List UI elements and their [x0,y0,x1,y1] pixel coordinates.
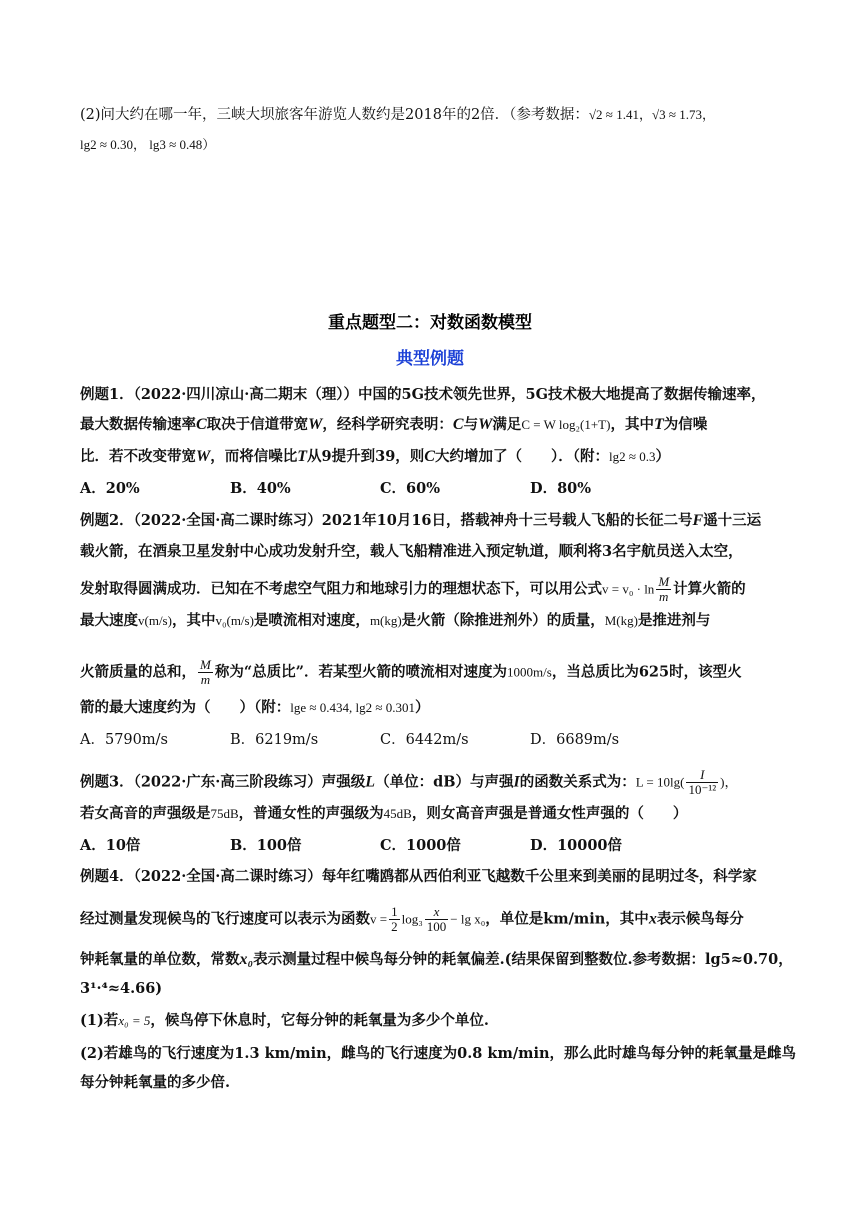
ex4-text-1: 每年红嘴鸥都从西伯利亚飞越数千公里来到美丽的昆明过冬，科学家 [321,868,757,885]
ex2-text-3a: 发射取得圆满成功．已知在不考虑空气阻力和地球引力的理想状态下，可以用公式 [80,580,602,598]
ex1-note: lg2 ≈ 0.3 [608,449,656,464]
ex3-line-2 [80,803,780,825]
ex1-text-2b: 取决于信道带宽 [206,416,309,433]
ex2-line-2 [80,541,780,563]
top-question-line-1 [80,104,780,126]
ex1-label: 例题1．（2022·四川凉山·高二期末（理）） [80,386,359,403]
ex2-text-1: 2021年10月16日，搭载神舟十三号载人飞船的长征二号 [321,512,693,529]
ex4-x-den: 100 [426,919,447,934]
ex1-text-3b: ，而将信噪比 [210,448,298,465]
ex3-formula-lhs: L = 10lg( [635,774,685,790]
ex3-text-2a: 若女高音的声强级是 [80,805,211,822]
ex2-line-5 [80,658,780,687]
ex2-frac-den: m [659,589,669,604]
ex2-text-4c: 是喷流相对速度， [253,612,370,629]
ex1-option-d: D．80% [530,480,592,497]
ex4-line-4 [80,978,780,1000]
ex3-var-l: L [365,773,376,791]
ex1-text-1: 中国的5G技术领先世界，5G技术极大地提高了数据传输速率， [358,386,766,403]
ex1-var-w: W [308,416,323,433]
ex2-line-4 [80,610,780,632]
ex2-option-d: D．6689m/s [530,732,620,748]
ex4-half-fraction [389,905,400,934]
ex3-text-1a: 声强级 [321,773,366,791]
ex2-text-6-end: ） [415,699,430,716]
ex2-v0-unit: v₀(m/s) [215,613,254,628]
ex2-line-6 [80,697,780,719]
ex1-var-t: T [653,416,664,433]
ex4-text-4: 3¹·⁴≈4.66) [80,980,163,997]
ex4-formula-lg: − lg x₀ [450,911,486,927]
ex1-var-c-3: C [424,448,435,465]
ex4-var-x: x [648,910,657,928]
ex1-var-t-2: T [297,448,308,465]
ex2-speed: 1000m/s [507,664,552,680]
ex1-text-2c: ，经科学研究表明： [322,416,453,433]
ex4-x-num: x [425,905,449,920]
ex1-var-c: C [196,416,207,433]
ex2-var-f: F [692,512,704,529]
ex4-line-2 [80,905,780,934]
ex2-label: 例题2．（2022·全国·高二课时练习） [80,512,322,529]
ex1-text-2d: 与 [463,416,479,433]
top-question-math-2: lg2 ≈ 0.30， lg3 ≈ 0.48） [80,137,216,152]
ex2-line-3 [80,575,780,604]
ex3-text-2b: ，普通女性的声强级为 [238,805,384,822]
ex3-option-a: A．10倍 [80,837,141,854]
ex2-option-c: C．6442m/s [380,732,469,748]
ex2-text-5a: 火箭质量的总和， [80,663,196,681]
ex2-m-unit: m(kg) [369,613,402,628]
ex2-text-4b: ，其中 [171,612,216,629]
ex3-option-b: B．100倍 [230,837,302,854]
ex2-ratio-fraction [198,658,213,687]
ex2-text-4e: 是推进剂与 [637,612,711,629]
ex2-text-5c: ，当总质比为625时，该型火 [551,663,742,681]
ex2-formula-fraction [656,575,671,604]
ex2-text-5b: 称为“总质比”．若某型火箭的喷流相对速度为 [214,663,508,681]
ex1-line-2 [80,414,780,436]
ex4-label: 例题4．（2022·全国·高二课时练习） [80,868,322,885]
ex4-line-3 [80,949,793,971]
ex3-formula-rhs: )， [720,774,738,790]
top-question-text: (2)问大约在哪一年，三峡大坝旅客年游览人数约是2018年的2倍．（参考数据： [80,107,589,123]
ex2-big-m-unit: M(kg) [604,613,638,628]
ex3-formula-fraction [686,768,718,797]
ex2-note: lge ≈ 0.434, lg2 ≈ 0.301 [290,700,416,715]
ex4-text-2c: 表示候鸟每分 [656,910,744,928]
ex1-text-2e: 满足 [492,416,522,433]
ex4-text-2b: ，单位是km/min，其中 [485,910,649,928]
ex1-var-c-2: C [452,416,464,433]
ex2-option-b: B．6219m/s [230,732,319,748]
top-question-line-2 [80,134,780,156]
ex4-text-3b: 表示测量过程中候鸟每分钟的耗氧偏差.(结果保留到整数位.参考数据：lg5≈0.70， [253,951,793,968]
ex4-q1-a: (1)若 [80,1012,119,1029]
ex3-var-i: I [513,773,520,791]
ex1-formula: C = W log₂(1+T) [521,417,611,432]
ex1-text-3d: 大约增加了（ ）．（附： [434,448,609,465]
ex1-note-end: ） [655,448,670,465]
ex1-text-2g: 为信噪 [663,416,708,433]
ex4-formula-log: log₃ [401,911,423,927]
ex4-text-2a: 经过测量发现候鸟的飞行速度可以表示为函数 [80,910,370,928]
ex4-question-1 [80,1010,780,1032]
ex2-line-1 [80,510,780,532]
ex4-formula-v: v = [370,911,388,927]
ex3-db-2: 45dB [383,806,412,821]
ex4-question-2-line-2 [80,1072,780,1094]
ex3-line-1 [80,768,780,797]
ex4-question-2-line-1 [80,1043,797,1065]
section-title: 重点题型二：对数函数模型 [328,313,532,333]
ex4-x-fraction [425,905,449,934]
ex4-text-3a: 钟耗氧量的单位数，常数 [80,951,240,968]
ex2-text-4d: 是火箭（除推进剂外）的质量， [401,612,605,629]
ex3-text-2c: ，则女高音声强是普通女性声强的（ ） [411,805,688,822]
ex4-var-x0: x₀ [239,951,254,968]
ex4-half-num: 1 [391,904,398,919]
ex3-frac-num: I [686,768,718,783]
ex1-text-2f: ，其中 [610,416,654,433]
ex2-text-2: 载火箭，在酒泉卫星发射中心成功发射升空，载人飞船精准进入预定轨道，顺利将3名宇航员送入太空， [80,543,743,560]
ex1-var-w-3: W [196,448,211,465]
ex2-text-6a: 箭的最大速度约为（ ）（附： [80,699,291,716]
ex4-q1-b: ，候鸟停下休息时，它每分钟的耗氧量为多少个单位. [150,1012,489,1029]
ex3-option-d: D．10000倍 [530,837,623,854]
ex4-q2-text-1: (2)若雄鸟的飞行速度为1.3 km/min，雌鸟的飞行速度为0.8 km/min，那么此时雄鸟每分钟的耗氧量是雌鸟 [80,1045,797,1062]
ex2-option-a: A．5790m/s [80,732,168,748]
ex2-v-unit: v(m/s) [138,613,172,628]
ex2-text-4a: 最大速度 [80,612,138,629]
ex1-option-b: B．40% [230,480,291,497]
ex4-q2-text-2: 每分钟耗氧量的多少倍. [80,1074,231,1091]
ex3-db-1: 75dB [210,806,239,821]
ex1-line-3 [80,446,780,468]
ex1-text-2a: 最大数据传输速率 [80,416,196,433]
ex1-var-w-2: W [478,416,493,433]
ex4-half-den: 2 [391,919,398,934]
ex3-text-1b: （单位：dB）与声强 [375,773,514,791]
ex2-text-3b: 计算火箭的 [673,580,746,598]
ex2-formula: v = v₀ · ln [602,581,655,597]
ex2-text-1-end: 遥十三运 [703,512,762,529]
ex2-ratio-den: m [200,672,211,687]
ex4-line-1 [80,866,780,888]
ex1-text-3a: 比．若不改变带宽 [80,448,196,465]
ex3-option-c: C．1000倍 [380,837,461,854]
ex3-text-1c: 的函数关系式为： [519,773,636,791]
ex1-text-3c: 从9提升到39，则 [307,448,425,465]
ex1-option-c: C．60% [380,480,440,497]
top-question-math-1: √2 ≈ 1.41，√3 ≈ 1.73， [588,107,715,122]
ex2-ratio-num: M [200,657,211,672]
ex2-frac-num: M [658,574,670,589]
ex1-line-1 [80,384,780,406]
ex3-label: 例题3．（2022·广东·高三阶段练习） [80,773,322,791]
ex1-option-a: A．20% [80,480,140,497]
ex3-frac-den: 10⁻¹² [688,782,717,797]
section-subtitle: 典型例题 [396,349,464,369]
ex4-q1-math: x₀ = 5 [118,1013,151,1028]
